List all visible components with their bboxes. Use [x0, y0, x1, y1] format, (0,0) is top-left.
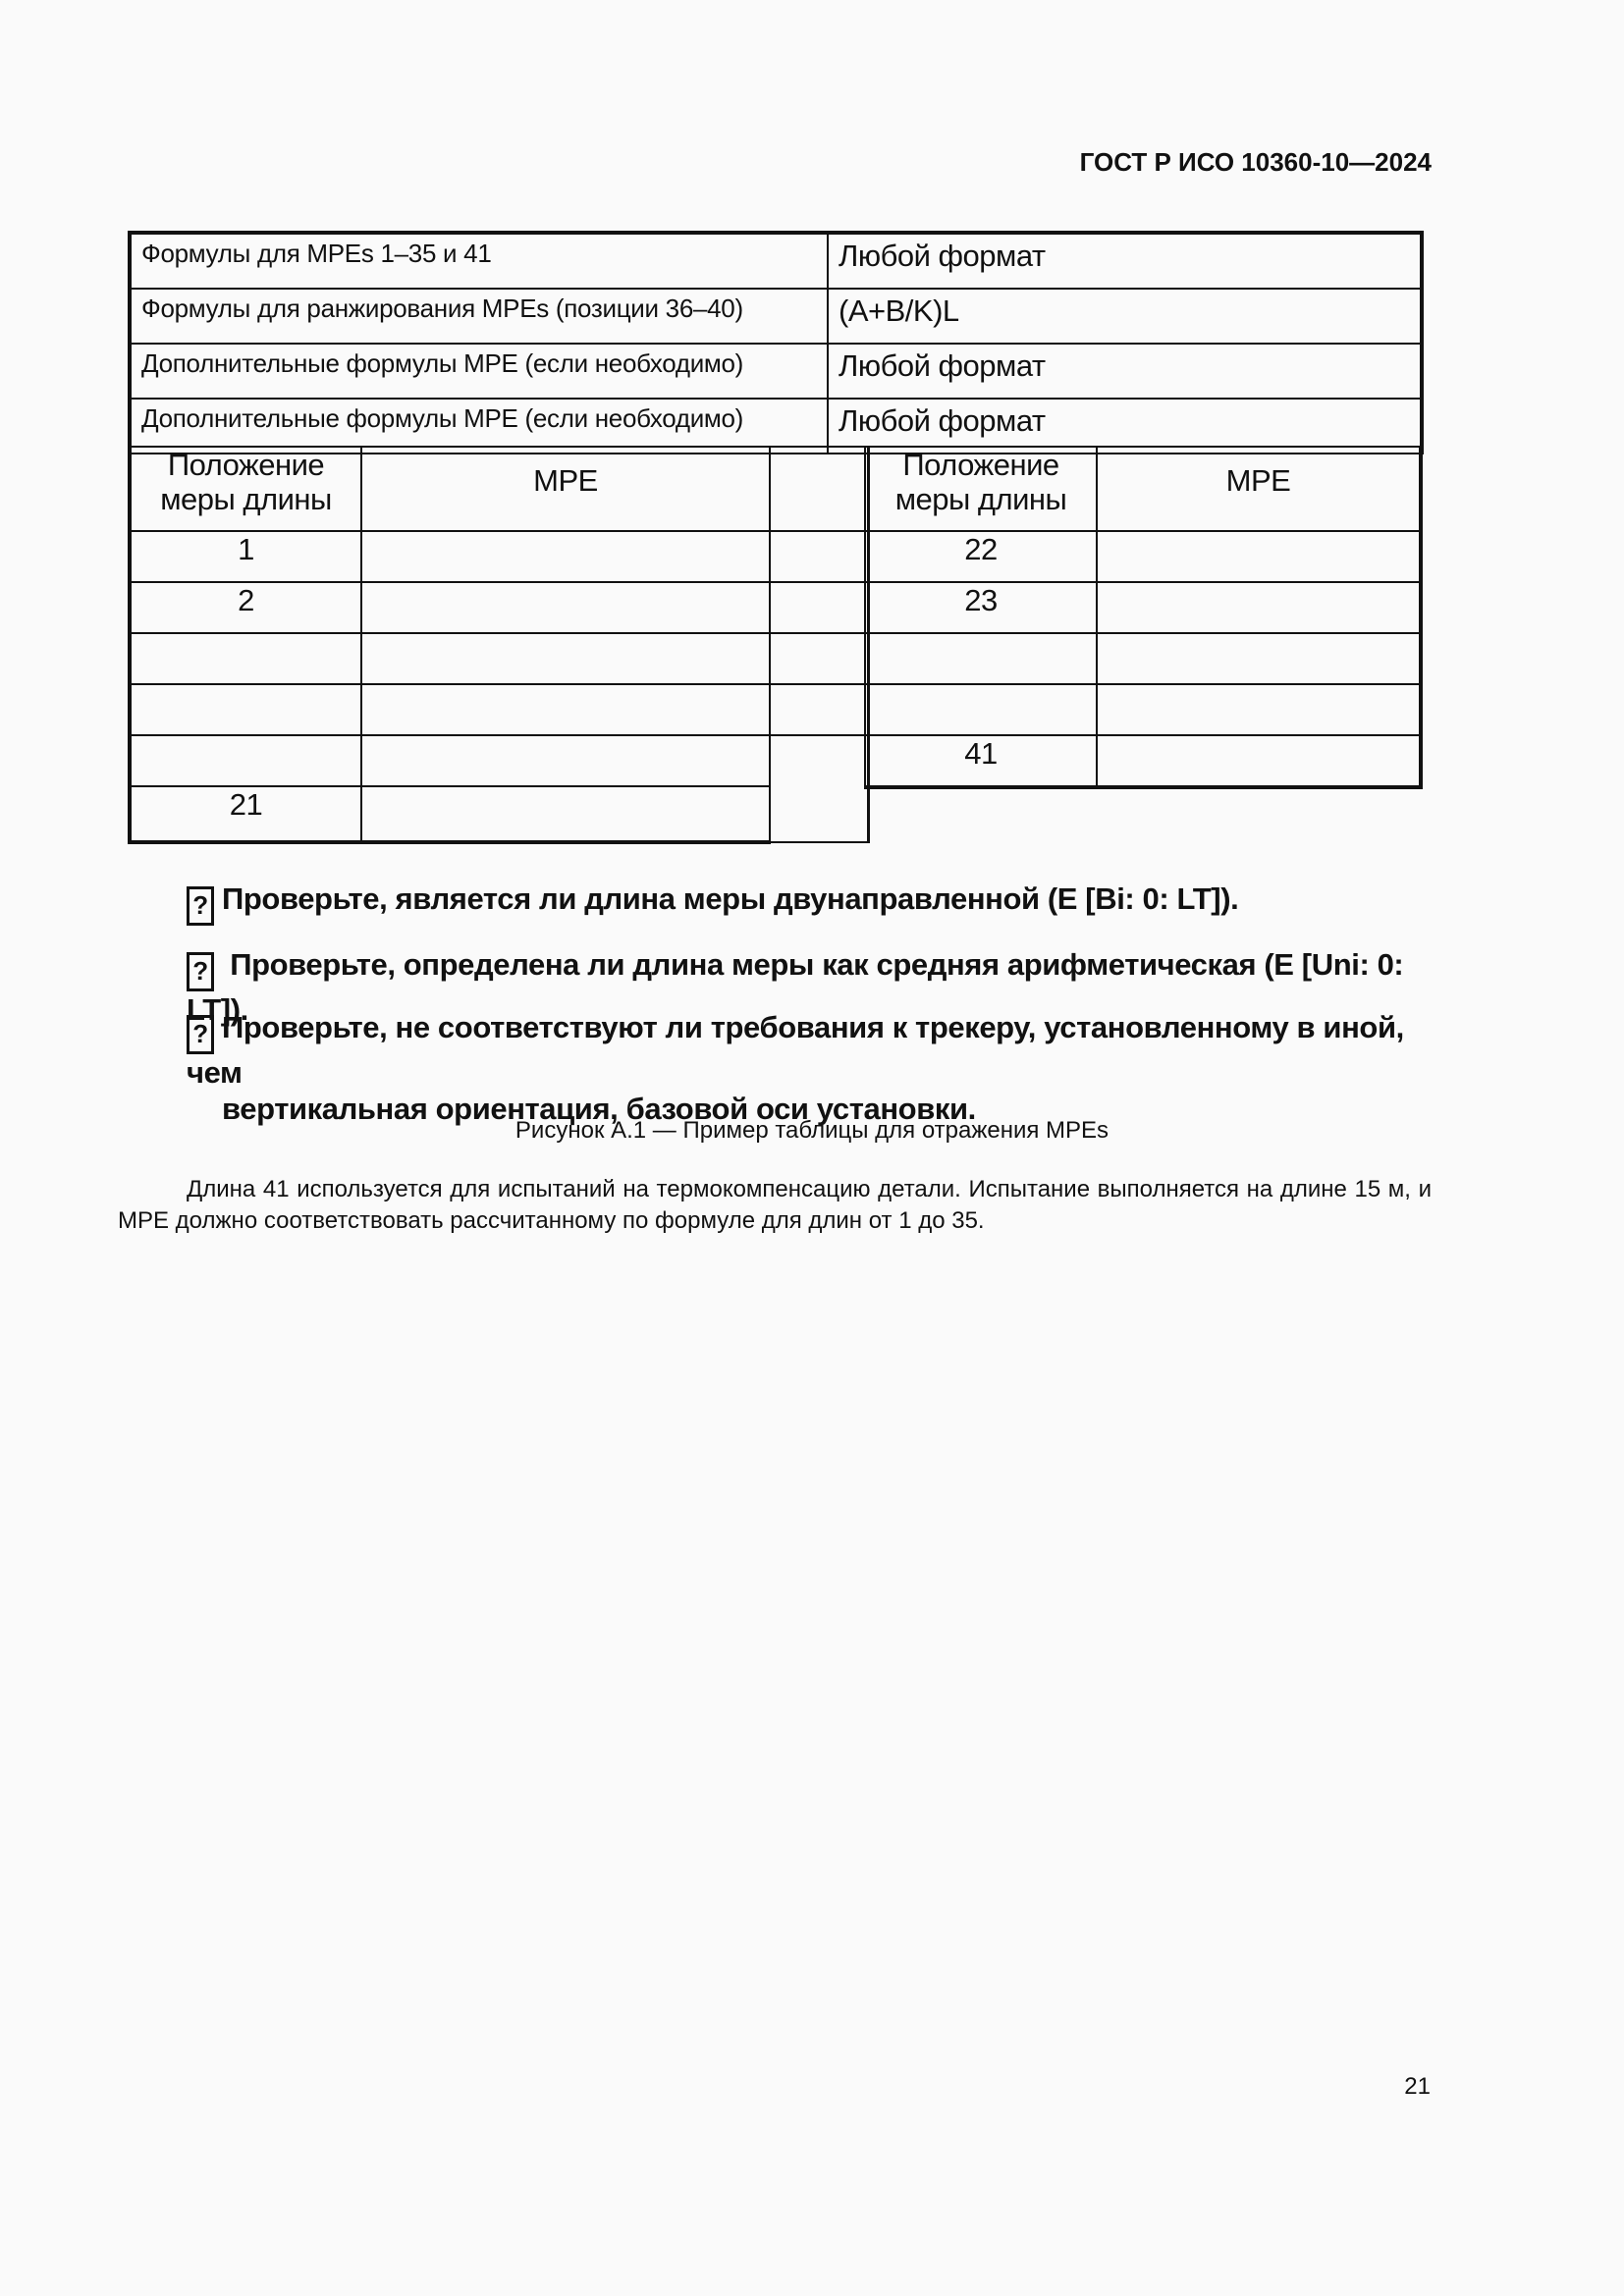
formula-label: Дополнительные формулы MPE (если необходимо) — [130, 399, 828, 454]
position-cell: 21 — [130, 786, 361, 842]
position-cell — [865, 633, 1097, 684]
formula-value: (A+B/K)L — [828, 289, 1422, 344]
mpe-cell[interactable] — [361, 582, 770, 633]
mpe-header: MPE — [1097, 447, 1421, 531]
check-item — [187, 1009, 1434, 1127]
formula-row — [130, 289, 1422, 344]
formula-value: Любой формат — [828, 233, 1422, 289]
check-text: Проверьте, не соответствуют ли требования к трекеру, установленному в иной, чем — [187, 1010, 1404, 1090]
check-text-continuation: вертикальная ориентация, базовой оси установки. — [222, 1092, 976, 1126]
mpe-cell[interactable] — [361, 786, 770, 842]
formula-table — [128, 231, 1424, 454]
separator-cell — [770, 735, 868, 842]
position-cell: 23 — [865, 582, 1097, 633]
separator-cell — [770, 447, 868, 531]
position-cell — [130, 684, 361, 735]
document-code: ГОСТ Р ИСО 10360-10—2024 — [1079, 147, 1432, 177]
check-text: Проверьте, является ли длина меры двунаправленной (E [Bi: 0: LT]). — [222, 881, 1239, 916]
position-header-line1: Положение — [902, 448, 1059, 482]
formula-value: Любой формат — [828, 399, 1422, 454]
check-item — [187, 881, 1434, 926]
table-row — [865, 531, 1421, 582]
formula-label: Формулы для ранжирования MPEs (позиции 36–40) — [130, 289, 828, 344]
question-box-icon[interactable]: ? — [187, 1015, 214, 1054]
table-row — [130, 531, 868, 582]
formula-label: Дополнительные формулы MPE (если необходимо) — [130, 344, 828, 399]
page-number: 21 — [1404, 2073, 1431, 2100]
position-header — [130, 447, 361, 531]
mpe-header: MPE — [361, 447, 770, 531]
position-cell: 41 — [865, 735, 1097, 787]
separator-cell — [770, 531, 868, 582]
grid-header-row — [865, 447, 1421, 531]
formula-label: Формулы для MPEs 1–35 и 41 — [130, 233, 828, 289]
separator-cell — [770, 582, 868, 633]
position-cell: 1 — [130, 531, 361, 582]
table-row — [130, 684, 868, 735]
formula-value: Любой формат — [828, 344, 1422, 399]
figure-caption: Рисунок А.1 — Пример таблицы для отражения MPEs — [514, 1117, 1110, 1144]
position-header-line1: Положение — [167, 448, 325, 482]
mpe-cell[interactable] — [361, 531, 770, 582]
position-cell — [130, 633, 361, 684]
position-header — [865, 447, 1097, 531]
mpe-cell[interactable] — [1097, 735, 1421, 787]
question-box-icon[interactable]: ? — [187, 886, 214, 926]
mpe-grid-right — [864, 446, 1423, 789]
position-cell — [865, 684, 1097, 735]
question-box-icon[interactable]: ? — [187, 952, 214, 991]
mpe-cell[interactable] — [1097, 582, 1421, 633]
mpe-cell[interactable] — [1097, 531, 1421, 582]
check-text: Проверьте, определена ли длина меры как средняя арифметическая (E [Uni: 0: LT]). — [187, 947, 1404, 1027]
mpe-cell[interactable] — [361, 684, 770, 735]
table-row — [130, 582, 868, 633]
table-row — [865, 735, 1421, 787]
position-cell: 2 — [130, 582, 361, 633]
position-header-line2: меры длины — [894, 482, 1067, 516]
separator-cell — [770, 684, 868, 735]
table-row — [865, 684, 1421, 735]
separator-cell — [770, 633, 868, 684]
grid-header-row — [130, 447, 868, 531]
table-row — [130, 786, 868, 842]
formula-row — [130, 233, 1422, 289]
mpe-cell[interactable] — [361, 633, 770, 684]
mpe-cell[interactable] — [1097, 633, 1421, 684]
mpe-cell[interactable] — [361, 735, 770, 786]
position-header-line2: меры длины — [160, 482, 332, 516]
table-row — [865, 633, 1421, 684]
body-paragraph: Длина 41 используется для испытаний на термокомпенсацию детали. Испытание выполняется на длине 15 м, и MPE должно соответствовать рассчитанному по формуле для длин от 1 до 35. — [118, 1176, 1432, 1234]
mpe-grid-left — [128, 446, 870, 844]
formula-row — [130, 344, 1422, 399]
position-cell — [130, 735, 361, 786]
mpe-cell[interactable] — [1097, 684, 1421, 735]
table-row — [130, 633, 868, 684]
table-row — [865, 582, 1421, 633]
table-row — [130, 735, 868, 786]
position-cell: 22 — [865, 531, 1097, 582]
